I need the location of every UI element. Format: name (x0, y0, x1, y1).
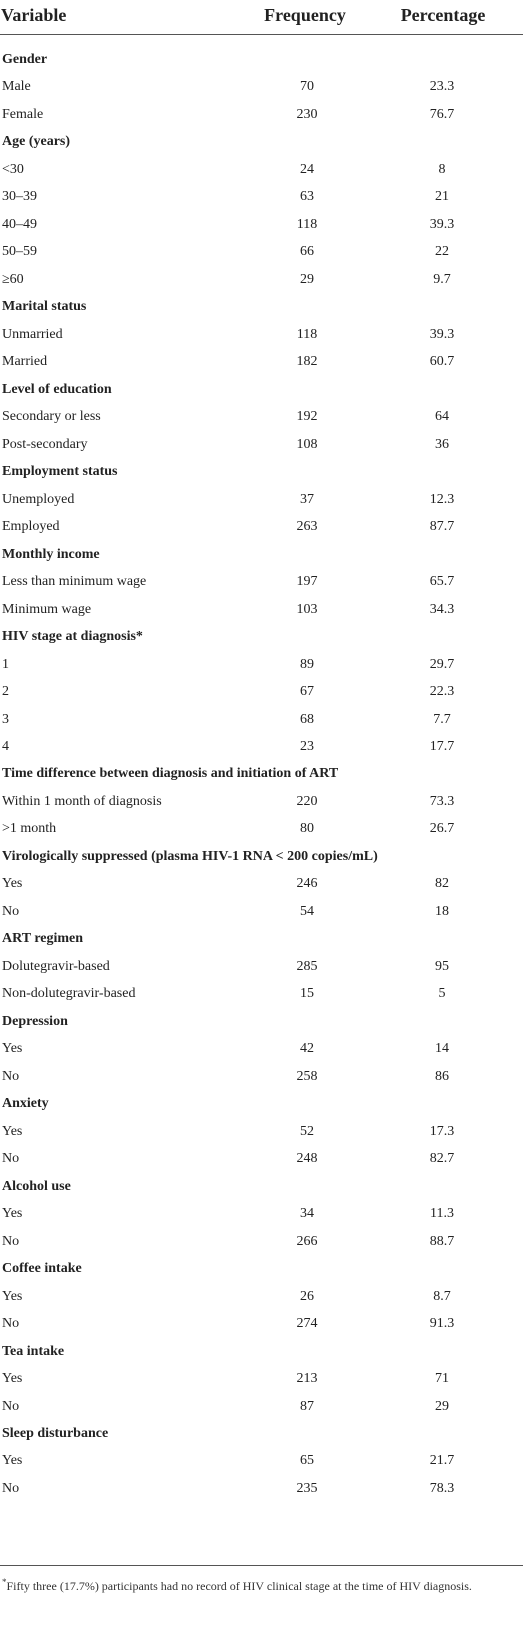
variable-cell: HIV stage at diagnosis* (2, 629, 143, 645)
frequency-cell: 66 (300, 244, 314, 260)
percentage-cell: 29.7 (429, 656, 455, 672)
variable-cell: Non-dolutegravir-based (2, 986, 136, 1002)
frequency-cell: 246 (296, 876, 318, 892)
percentage-cell: 73.3 (429, 793, 455, 809)
percentage-cell: 26.7 (429, 821, 455, 837)
section-header-row (0, 1255, 523, 1282)
percentage-cell: 23.3 (429, 79, 455, 95)
table-row (0, 403, 523, 430)
variable-cell: <30 (2, 161, 24, 177)
percentage-cell: 39.3 (429, 216, 455, 232)
variable-cell: Minimum wage (2, 601, 92, 617)
percentage-cell: 18 (435, 903, 449, 919)
frequency-cell: 65 (300, 1453, 314, 1469)
variable-cell: 30–39 (2, 189, 37, 205)
header-frequency: Frequency (264, 5, 346, 25)
variable-cell: Monthly income (2, 546, 100, 562)
variable-cell: Unmarried (2, 326, 63, 342)
percentage-cell: 87.7 (429, 519, 455, 535)
variable-cell: Alcohol use (2, 1178, 71, 1194)
table-row (0, 1035, 523, 1062)
percentage-cell: 22 (435, 244, 449, 260)
variable-cell: 4 (2, 739, 9, 754)
frequency-cell: 118 (296, 216, 318, 232)
variable-cell: Post-secondary (2, 436, 88, 452)
variable-cell: No (2, 1480, 20, 1496)
frequency-cell: 258 (296, 1068, 318, 1084)
variable-cell: Dolutegravir-based (2, 958, 110, 974)
table-row (0, 1475, 523, 1502)
variable-cell: Depression (2, 1013, 68, 1029)
table-row (0, 513, 523, 540)
bottom-rule (0, 1565, 523, 1566)
variable-cell: 40–49 (2, 216, 37, 232)
section-header-row (0, 376, 523, 403)
section-header-row (0, 760, 523, 787)
frequency-cell: 15 (300, 986, 314, 1002)
frequency-cell: 103 (296, 601, 318, 617)
frequency-cell: 220 (296, 793, 318, 809)
variable-cell: ≥60 (2, 271, 24, 287)
section-header-row (0, 623, 523, 650)
table-row (0, 1118, 523, 1145)
variable-cell: Yes (2, 876, 23, 892)
variable-cell: No (2, 1151, 20, 1167)
percentage-cell: 8 (438, 161, 446, 177)
section-header-row (0, 1008, 523, 1035)
frequency-cell: 24 (300, 161, 314, 177)
section-header-row (0, 1338, 523, 1365)
frequency-cell: 213 (296, 1371, 318, 1387)
variable-cell: Level of education (2, 381, 112, 397)
variable-cell: No (2, 1398, 20, 1414)
variable-cell: Anxiety (2, 1096, 49, 1112)
table-row (0, 73, 523, 100)
section-header-row (0, 128, 523, 155)
percentage-cell: 34.3 (429, 601, 455, 617)
variable-cell: Female (2, 106, 44, 122)
percentage-cell: 17.7 (429, 739, 455, 754)
percentage-cell: 21.7 (429, 1453, 455, 1469)
table-row (0, 156, 523, 183)
percentage-cell: 21 (435, 189, 449, 205)
variable-cell: Employment status (2, 464, 118, 480)
frequency-cell: 89 (300, 656, 314, 672)
section-header-row (0, 458, 523, 485)
section-header-row (0, 541, 523, 568)
variable-cell: 2 (2, 684, 9, 700)
variable-cell: ART regimen (2, 931, 84, 947)
frequency-cell: 230 (296, 106, 318, 122)
variable-cell: Sleep disturbance (2, 1426, 109, 1441)
frequency-cell: 285 (296, 958, 318, 974)
table-row (0, 1365, 523, 1392)
table-row (0, 870, 523, 897)
header-variable: Variable (1, 5, 67, 25)
header-rule (0, 34, 523, 35)
percentage-cell: 95 (435, 958, 449, 974)
frequency-cell: 118 (296, 326, 318, 342)
footnote (2, 1572, 520, 1596)
frequency-cell: 108 (296, 436, 318, 452)
variable-cell: Coffee intake (2, 1261, 82, 1277)
table-row (0, 651, 523, 678)
frequency-cell: 197 (296, 574, 318, 590)
variable-cell: 50–59 (2, 244, 37, 260)
percentage-cell: 82.7 (429, 1151, 455, 1167)
variable-cell: 1 (2, 656, 9, 672)
header-percentage: Percentage (400, 5, 486, 25)
section-header-row (0, 293, 523, 320)
variable-cell: Tea intake (2, 1343, 65, 1359)
frequency-cell: 37 (300, 491, 314, 507)
table-row (0, 980, 523, 1007)
section-header-row (0, 843, 523, 870)
frequency-cell: 54 (300, 903, 314, 919)
percentage-cell: 9.7 (433, 271, 451, 287)
percentage-cell: 65.7 (429, 574, 455, 590)
percentage-cell: 60.7 (429, 354, 455, 370)
frequency-cell: 248 (296, 1151, 318, 1167)
variable-cell: Marital status (2, 299, 87, 315)
frequency-cell: 70 (300, 79, 314, 95)
variable-cell: No (2, 1316, 20, 1332)
percentage-cell: 22.3 (429, 684, 455, 700)
percentage-cell: 7.7 (433, 711, 451, 727)
table-row (0, 733, 523, 760)
variable-cell: Less than minimum wage (2, 574, 147, 590)
variable-cell: Yes (2, 1371, 23, 1387)
variable-cell: No (2, 903, 20, 919)
variable-cell: Yes (2, 1041, 23, 1057)
percentage-cell: 71 (435, 1371, 449, 1387)
variable-cell: Yes (2, 1453, 23, 1469)
frequency-cell: 29 (300, 271, 314, 287)
variable-cell: Yes (2, 1288, 23, 1304)
table-row (0, 183, 523, 210)
table-row (0, 898, 523, 925)
frequency-cell: 192 (296, 409, 318, 425)
table-row (0, 321, 523, 348)
variable-cell: Time difference between diagnosis and initiation of ART (2, 766, 339, 782)
frequency-cell: 68 (300, 711, 314, 727)
table-row (0, 568, 523, 595)
percentage-cell: 17.3 (429, 1123, 455, 1139)
variable-cell: Age (years) (2, 134, 71, 150)
percentage-cell: 82 (435, 876, 449, 892)
table-row (0, 1063, 523, 1090)
percentage-cell: 12.3 (429, 491, 455, 507)
table-row (0, 1283, 523, 1310)
table-row (0, 596, 523, 623)
percentage-cell: 78.3 (429, 1480, 455, 1496)
frequency-cell: 26 (300, 1288, 314, 1304)
frequency-cell: 274 (296, 1316, 318, 1332)
table-row (0, 1310, 523, 1337)
variable-cell: Secondary or less (2, 409, 101, 425)
frequency-cell: 34 (300, 1206, 314, 1222)
variable-cell: Gender (2, 52, 48, 67)
percentage-cell: 11.3 (430, 1206, 454, 1222)
section-header-row (0, 925, 523, 952)
frequency-cell: 63 (300, 189, 314, 205)
frequency-cell: 263 (296, 519, 318, 535)
table-row (0, 788, 523, 815)
frequency-cell: 23 (300, 739, 314, 754)
percentage-cell: 86 (435, 1068, 449, 1084)
variable-cell: Yes (2, 1123, 23, 1139)
table-row (0, 348, 523, 375)
percentage-cell: 5 (438, 986, 446, 1002)
frequency-cell: 87 (300, 1398, 314, 1414)
table-row (0, 266, 523, 293)
table-row (0, 486, 523, 513)
percentage-cell: 88.7 (429, 1233, 455, 1249)
percentage-cell: 14 (435, 1041, 449, 1057)
table-row (0, 815, 523, 842)
table-row (0, 678, 523, 705)
variable-cell: Married (2, 354, 48, 370)
table-row (0, 1145, 523, 1172)
variable-cell: Within 1 month of diagnosis (2, 793, 162, 809)
percentage-cell: 36 (435, 436, 449, 452)
table-row (0, 1228, 523, 1255)
frequency-cell: 80 (300, 821, 314, 837)
variable-cell: Employed (2, 519, 60, 535)
variable-cell: No (2, 1233, 20, 1249)
table-row (0, 1447, 523, 1474)
frequency-cell: 67 (300, 684, 314, 700)
table-row (0, 101, 523, 128)
variable-cell: >1 month (2, 821, 57, 837)
section-header-row (0, 1420, 523, 1447)
variable-cell: 3 (2, 711, 9, 727)
footnote-text: Fifty three (17.7%) participants had no record of HIV clinical stage at the time of HIV diagnosis. (6, 1579, 472, 1593)
frequency-cell: 52 (300, 1123, 314, 1139)
percentage-cell: 76.7 (429, 106, 455, 122)
percentage-cell: 8.7 (433, 1288, 451, 1304)
table-row (0, 1393, 523, 1420)
frequency-cell: 235 (296, 1480, 318, 1496)
frequency-cell: 266 (296, 1233, 318, 1249)
section-header-row (0, 1090, 523, 1117)
percentage-cell: 39.3 (429, 326, 455, 342)
percentage-cell: 64 (435, 409, 449, 425)
variable-cell: Yes (2, 1206, 23, 1222)
section-header-row (0, 46, 523, 73)
variable-cell: Male (2, 79, 31, 95)
table-row (0, 953, 523, 980)
table-row (0, 431, 523, 458)
table-row (0, 1200, 523, 1227)
section-header-row (0, 1173, 523, 1200)
frequency-cell: 42 (300, 1041, 314, 1057)
percentage-cell: 91.3 (429, 1316, 455, 1332)
table-row (0, 211, 523, 238)
variable-cell: No (2, 1068, 20, 1084)
percentage-cell: 29 (435, 1398, 449, 1414)
footnote-marker: * (2, 1577, 7, 1587)
frequency-cell: 182 (296, 354, 318, 370)
variable-cell: Virologically suppressed (plasma HIV-1 RNA < 200 copies/mL) (2, 848, 378, 864)
table-row (0, 238, 523, 265)
variable-cell: Unemployed (2, 491, 75, 507)
table-row (0, 706, 523, 733)
